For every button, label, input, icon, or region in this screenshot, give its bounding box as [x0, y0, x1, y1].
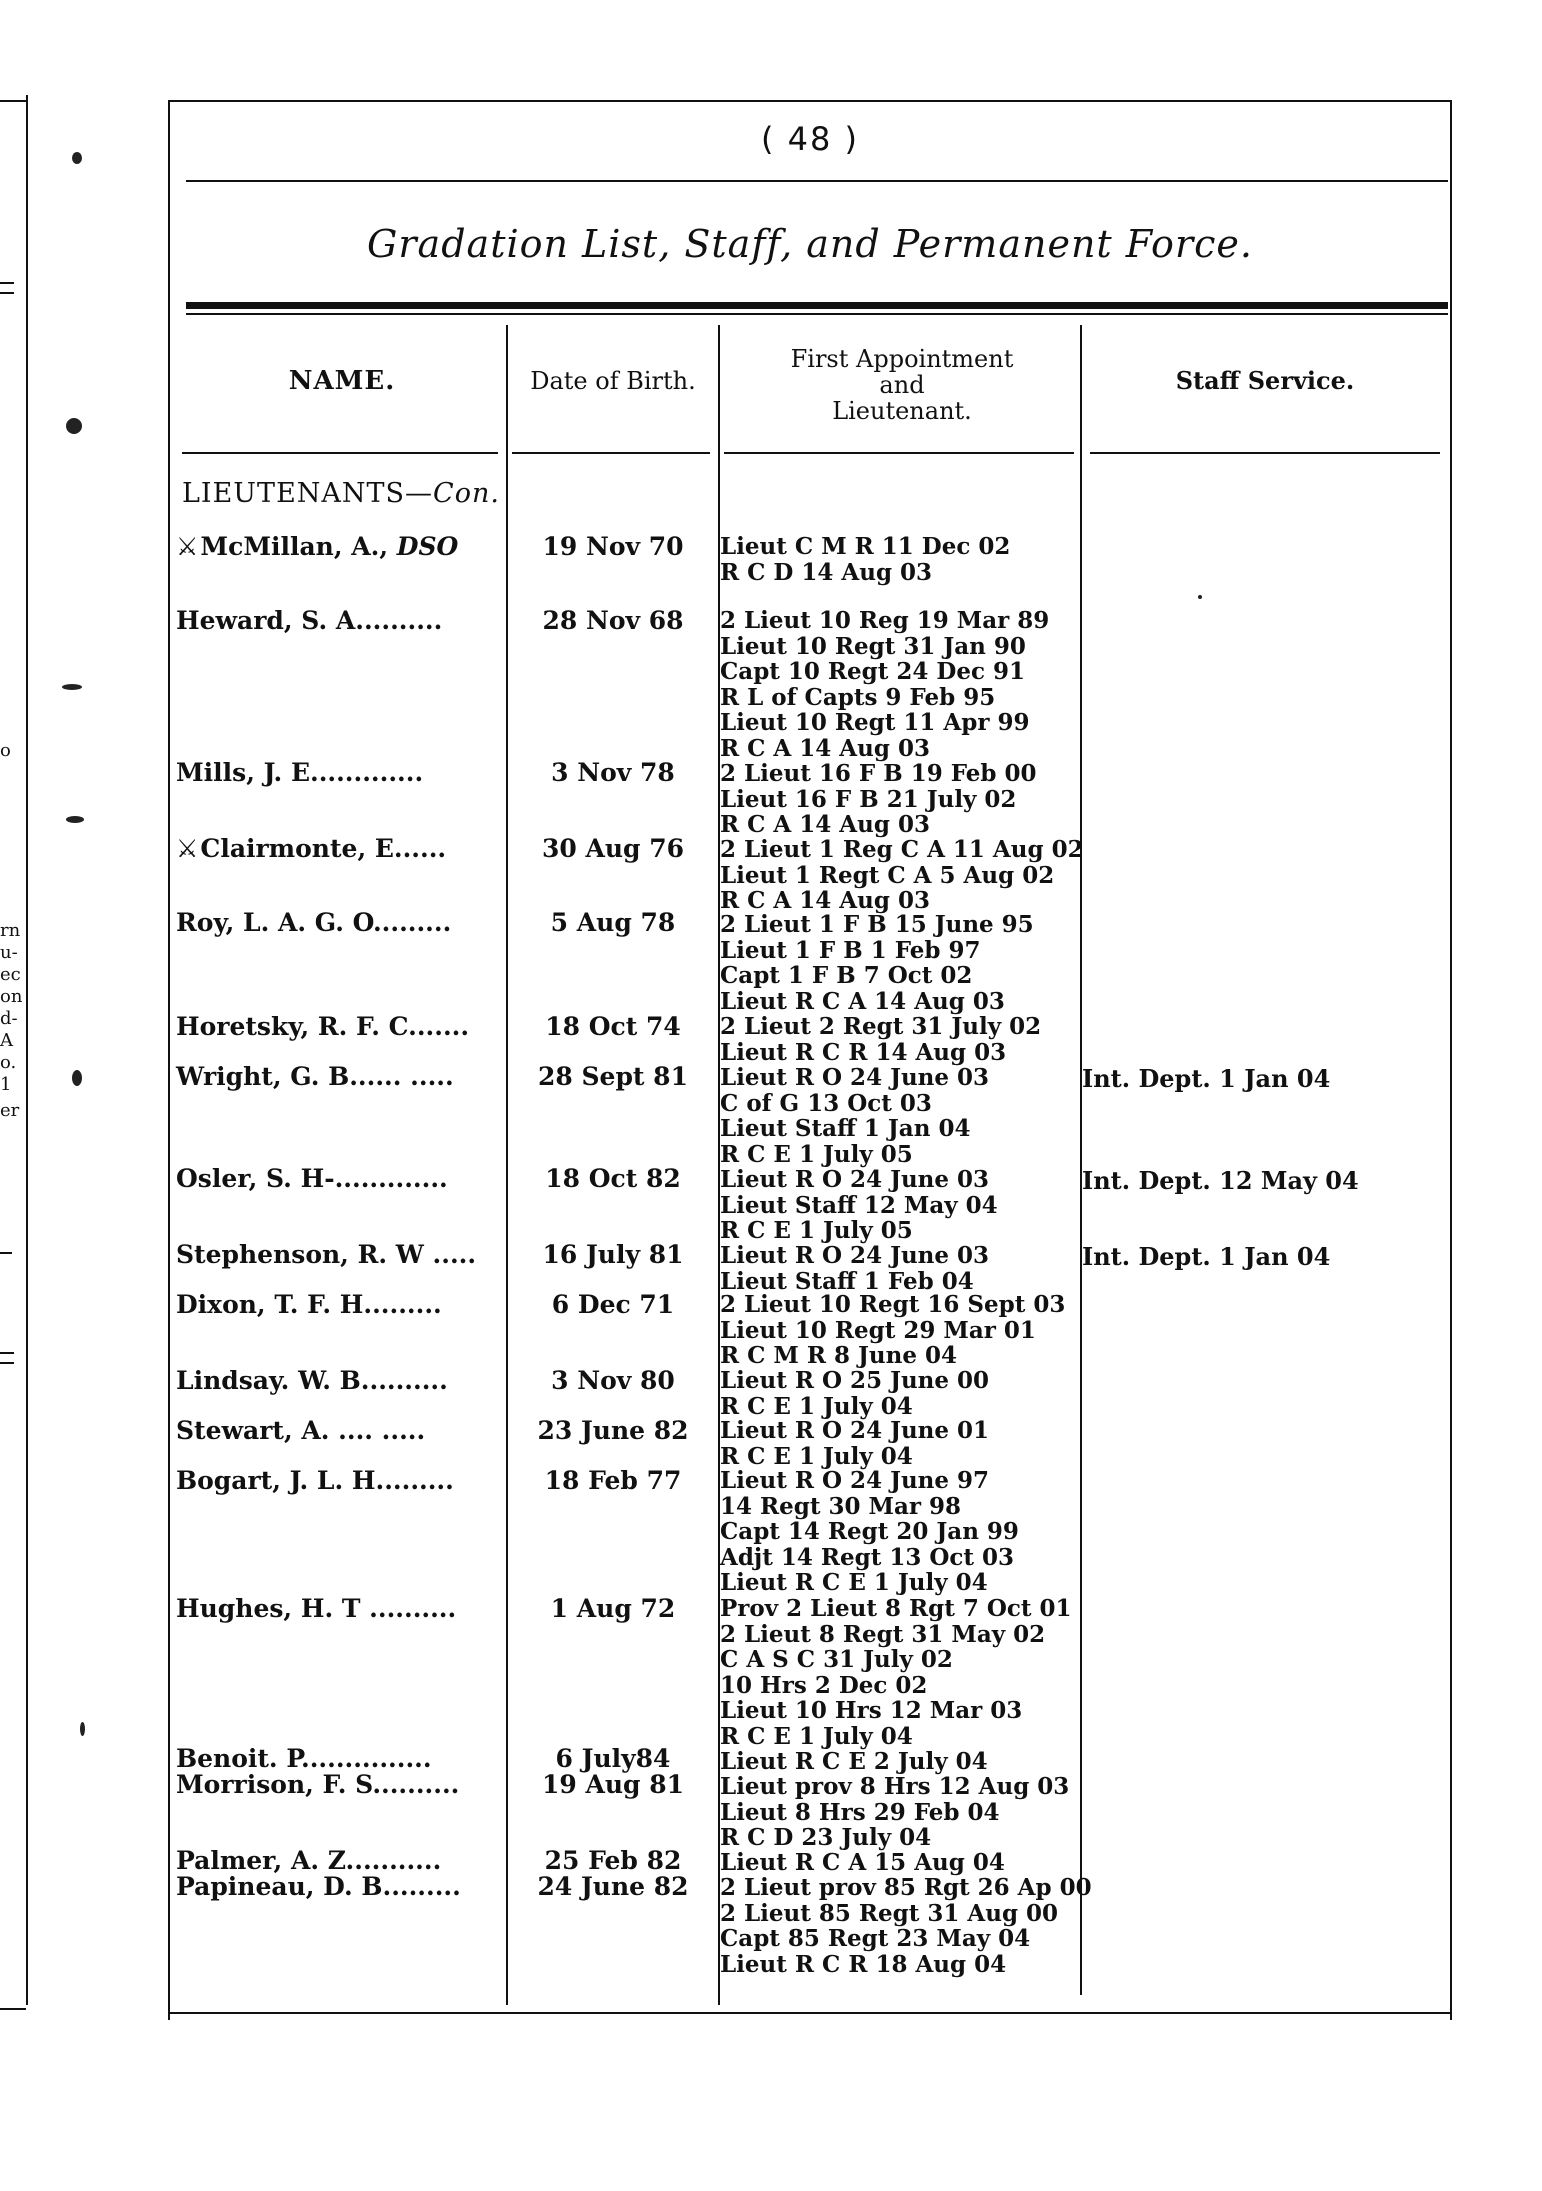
adjacent-page-edge-line — [26, 95, 28, 2005]
page-number: ( 48 ) — [760, 120, 860, 158]
entry-appointments: Lieut R O 24 June 97 14 Regt 30 Mar 98 Capt 14 Regt 20 Jan 99 Adjt 14 Regt 13 Oct 03 Lieut R C E 1 July 04 — [720, 1467, 1019, 1596]
entry-birth: 16 July 81 — [542, 1240, 684, 1269]
entry-appointments: Lieut R O 25 June 00 R C E 1 July 04 — [720, 1367, 990, 1420]
entry-birth: 3 Nov 78 — [551, 758, 675, 787]
entry-birth: 5 Aug 78 — [550, 908, 676, 937]
entry-name: Dixon, T. F. H......... — [176, 1290, 442, 1319]
adjacent-page-tick — [0, 1252, 12, 1254]
entry-name: Palmer, A. Z........... — [176, 1846, 442, 1875]
entry-appointments: Lieut prov 8 Hrs 12 Aug 03 Lieut 8 Hrs 29 Feb 04 R C D 23 July 04 — [720, 1773, 1070, 1851]
entry-birth: 28 Sept 81 — [538, 1062, 688, 1091]
entry-birth: 6 July84 — [555, 1744, 671, 1773]
entry-birth: 30 Aug 76 — [541, 834, 685, 863]
entry-name: Bogart, J. L. H......... — [176, 1466, 454, 1495]
right-frame-line — [1450, 100, 1452, 2020]
entry-appointments: Lieut C M R 11 Dec 02 R C D 14 Aug 03 — [720, 533, 1011, 586]
scan-speck — [66, 816, 84, 823]
scan-speck — [1198, 595, 1202, 599]
thin-title-rule — [186, 313, 1448, 315]
header-rule-staff — [1090, 452, 1440, 454]
entry-name: Osler, S. H-............. — [176, 1164, 448, 1193]
entry-appointments: 2 Lieut 1 F B 15 June 95 Lieut 1 F B 1 Feb 97 Capt 1 F B 7 Oct 02 Lieut R C A 14 Aug 03 — [720, 911, 1034, 1015]
column-divider-3 — [1080, 325, 1082, 1995]
entry-appointments: Prov 2 Lieut 8 Rgt 7 Oct 01 2 Lieut 8 Regt 31 May 02 C A S C 31 July 02 10 Hrs 2 Dec 02 Lieut 10 Hrs 12 Mar 03 R C E 1 July 04 — [720, 1595, 1072, 1750]
column-header-name: NAME. — [288, 366, 396, 396]
adjacent-page-tick — [0, 1362, 14, 1364]
adjacent-page-fragment: o — [0, 740, 11, 761]
entry-appointments: 2 Lieut 16 F B 19 Feb 00 Lieut 16 F B 21 July 02 R C A 14 Aug 03 — [720, 760, 1037, 838]
entry-appointments: 2 Lieut 10 Regt 16 Sept 03 Lieut 10 Regt 29 Mar 01 R C M R 8 June 04 — [720, 1291, 1066, 1369]
entry-appointments: Lieut R O 24 June 01 R C E 1 July 04 — [720, 1417, 990, 1470]
entry-appointments: Lieut R O 24 June 03 Lieut Staff 12 May 04 R C E 1 July 05 — [720, 1166, 998, 1244]
entry-name: Lindsay. W. B.......... — [176, 1366, 448, 1395]
appointment-header-line-3: Lieutenant. — [832, 397, 972, 425]
header-rule-name — [182, 452, 498, 454]
entry-name: Stephenson, R. W ..... — [176, 1240, 477, 1269]
column-header-staff: Staff Service. — [1175, 366, 1355, 395]
entry-birth: 6 Dec 71 — [551, 1290, 675, 1319]
entry-honour: DSO — [396, 532, 459, 561]
entry-appointments: Lieut R C A 15 Aug 04 — [720, 1849, 1005, 1876]
entry-name: Horetsky, R. F. C....... — [176, 1012, 470, 1041]
appointment-header-line-2: and — [879, 371, 925, 399]
bottom-frame-line — [168, 2012, 1452, 2014]
entry-staff-service: Int. Dept. 1 Jan 04 — [1082, 1064, 1331, 1093]
header-rule-appt — [724, 452, 1074, 454]
header-rule-birth — [512, 452, 710, 454]
scan-speck — [66, 418, 82, 434]
entry-appointments: 2 Lieut 1 Reg C A 11 Aug 02 Lieut 1 Regt C A 5 Aug 02 R C A 14 Aug 03 — [720, 836, 1084, 914]
entry-staff-service: Int. Dept. 1 Jan 04 — [1082, 1242, 1331, 1271]
entry-birth: 28 Nov 68 — [542, 606, 684, 635]
thick-title-rule — [186, 302, 1448, 309]
section-heading — [182, 478, 500, 509]
entry-birth: 24 June 82 — [537, 1872, 689, 1901]
entry-birth: 18 Oct 74 — [545, 1012, 681, 1041]
adjacent-page-tick — [0, 282, 14, 284]
entry-birth: 18 Feb 77 — [544, 1466, 682, 1495]
scan-speck — [62, 684, 82, 690]
entry-name: Hughes, H. T .......... — [176, 1594, 457, 1623]
page-title: Gradation List, Staff, and Permanent Force. — [367, 222, 1253, 266]
entry-birth: 23 June 82 — [537, 1416, 689, 1445]
entry-name: Papineau, D. B......... — [176, 1872, 461, 1901]
entry-birth: 1 Aug 72 — [550, 1594, 676, 1623]
scan-speck — [80, 1722, 85, 1736]
left-frame-line — [168, 100, 170, 2020]
adjacent-page-fragment: er — [0, 1100, 20, 1121]
column-header-birth: Date of Birth. — [530, 367, 696, 395]
entry-appointments: Lieut R O 24 June 03 C of G 13 Oct 03 Lieut Staff 1 Jan 04 R C E 1 July 05 — [720, 1064, 990, 1168]
adjacent-page-tick — [0, 100, 26, 102]
entry-name: Heward, S. A.......... — [176, 606, 443, 635]
section-continued: Con. — [433, 478, 500, 509]
entry-name: Benoit. P............... — [176, 1744, 432, 1773]
entry-appointments: Lieut R C E 2 July 04 — [720, 1748, 988, 1775]
rule-under-page-number — [186, 180, 1448, 182]
entry-birth: 19 Nov 70 — [542, 532, 684, 561]
entry-staff-service: Int. Dept. 12 May 04 — [1082, 1166, 1359, 1195]
column-header-appointment — [722, 346, 1082, 424]
entry-name: Roy, L. A. G. O......... — [176, 908, 452, 937]
appointment-header-line-1: First Appointment — [790, 345, 1014, 373]
entry-appointments: 2 Lieut 10 Reg 19 Mar 89 Lieut 10 Regt 31 Jan 90 Capt 10 Regt 24 Dec 91 R L of Capts 9 Feb 95 Lieut 10 Regt 11 Apr 99 R C A 14 Aug 03 — [720, 607, 1050, 762]
entry-appointments: Lieut R O 24 June 03 Lieut Staff 1 Feb 04 — [720, 1242, 990, 1295]
entry-name: Mills, J. E............. — [176, 758, 424, 787]
scan-speck — [72, 1070, 82, 1086]
entry-name: Morrison, F. S.......... — [176, 1770, 460, 1799]
adjacent-page-fragment-block: rn u- ec on d- A o. 1 — [0, 920, 23, 1095]
entry-birth: 3 Nov 80 — [551, 1366, 675, 1395]
top-frame-line — [168, 100, 1452, 102]
adjacent-page-tick — [0, 2008, 26, 2010]
adjacent-page-tick — [0, 1352, 14, 1354]
entry-name: Stewart, A. .... ..... — [176, 1416, 426, 1445]
entry-birth: 18 Oct 82 — [545, 1164, 681, 1193]
entry-name: Wright, G. B...... ..... — [176, 1062, 454, 1091]
section-rank: LIEUTENANTS— — [182, 478, 434, 509]
scan-speck — [72, 152, 82, 164]
entry-appointments: 2 Lieut prov 85 Rgt 26 Ap 00 2 Lieut 85 Regt 31 Aug 00 Capt 85 Regt 23 May 04 Lieut R C R 18 Aug 04 — [720, 1874, 1092, 1978]
entry-appointments: 2 Lieut 2 Regt 31 July 02 Lieut R C R 14 Aug 03 — [720, 1013, 1042, 1066]
entry-name: ⚔Clairmonte, E...... — [176, 834, 447, 863]
adjacent-page-tick — [0, 292, 14, 294]
crossed-swords-icon: ⚔ — [176, 834, 199, 863]
entry-name: ⚔McMillan, A., DSO — [176, 532, 459, 561]
crossed-swords-icon: ⚔ — [176, 532, 199, 561]
entry-birth: 19 Aug 81 — [541, 1770, 685, 1799]
entry-birth: 25 Feb 82 — [544, 1846, 682, 1875]
